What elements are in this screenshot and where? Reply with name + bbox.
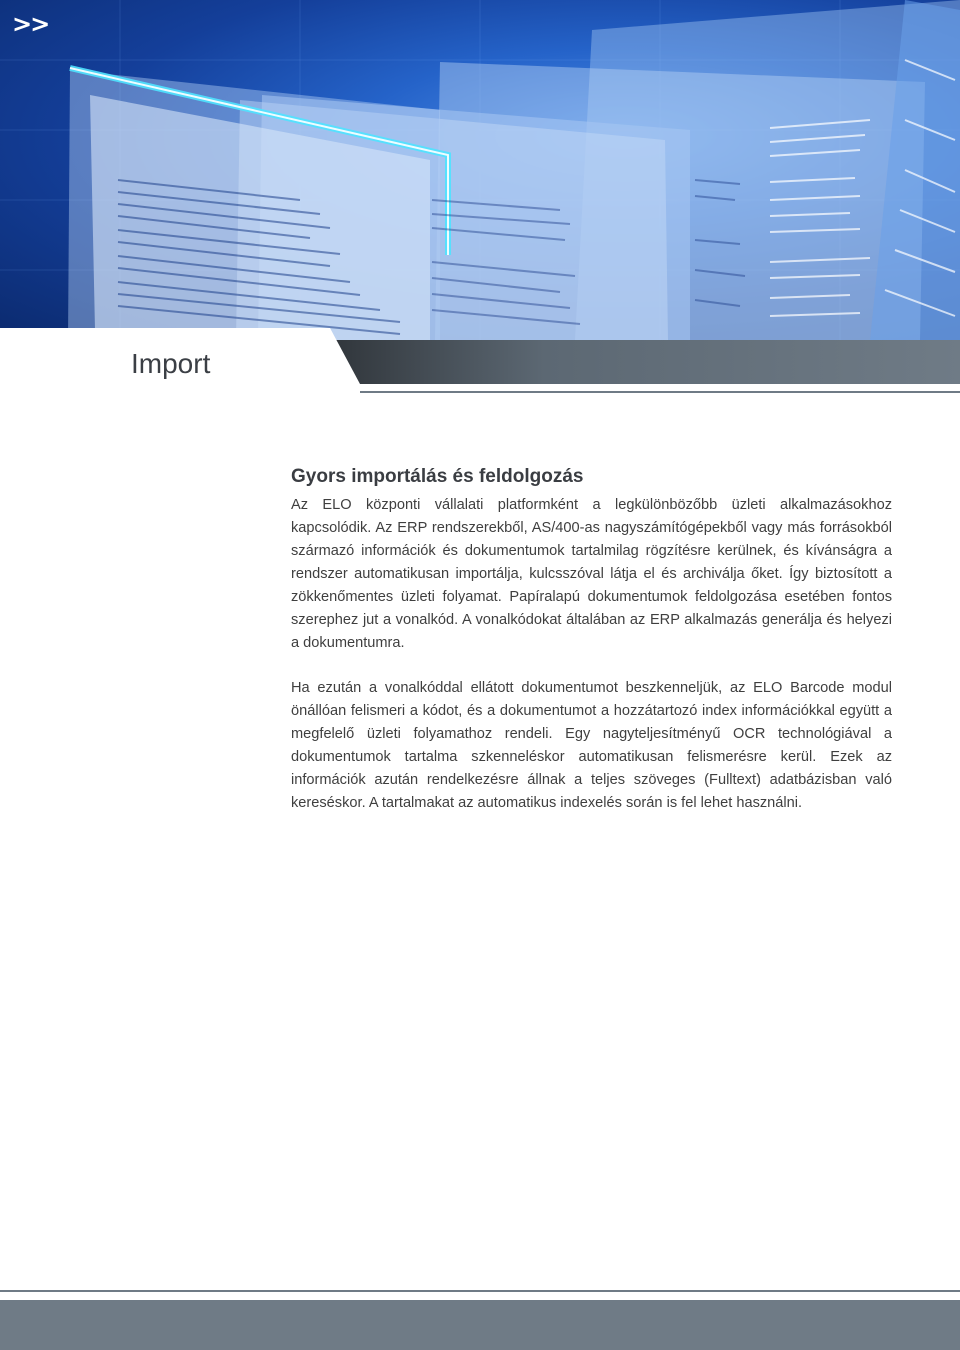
title-underline: [360, 391, 960, 393]
footer-bar: [0, 1300, 960, 1350]
paragraph-2: Ha ezután a vonalkóddal ellátott dokumentumot beszkenneljük, az ELO Barcode modul önállóan felismeri a kódot, és a dokumentumot a hozzátartozó index információkkal együtt a megfelelő üzleti folyamathoz rendeli. Egy nagyteljesítményű OCR technológiával a dokumentumok tartalma szkenneléskor automatikusan felismerésre kerül. Ezek az információk azután rendelkezésre állnak a teljes szöveges (Fulltext) adatbázisban való kereséskor. A tartalmakat az automatikus indexelés során is fel lehet használni.: [291, 680, 892, 811]
main-content: [291, 466, 892, 815]
document-pages-illustration: [0, 0, 960, 340]
title-band-grey: [320, 340, 960, 384]
footer-divider: [0, 1290, 960, 1292]
section-heading: Gyors importálás és feldolgozás: [291, 466, 584, 487]
hero-image: [0, 0, 960, 340]
paragraph-1: Az ELO központi vállalati platformként a legkülönbözőbb üzleti alkalmazásokhoz kapcsolódik. Az ERP rendszerekből, AS/400-as nagyszámítógépekből vagy más forrásokból származó információk és dokumentumok tartalmilag rögzítésre kerülnek, és kívánságra a rendszer automatikusan importálja, kulcsszóval látja el és archiválja őket. Így biztosított a zökkenőmentes üzleti folyamat. Papíralapú dokumentumok feldolgozása esetében fontos szerephez jut a vonalkód. A vonalkódokat általában az ERP alkalmazás generálja és helyezi a dokumentumra.: [291, 497, 892, 651]
page-title: Import: [131, 348, 211, 379]
chevron-right-icon: >>: [12, 10, 49, 38]
